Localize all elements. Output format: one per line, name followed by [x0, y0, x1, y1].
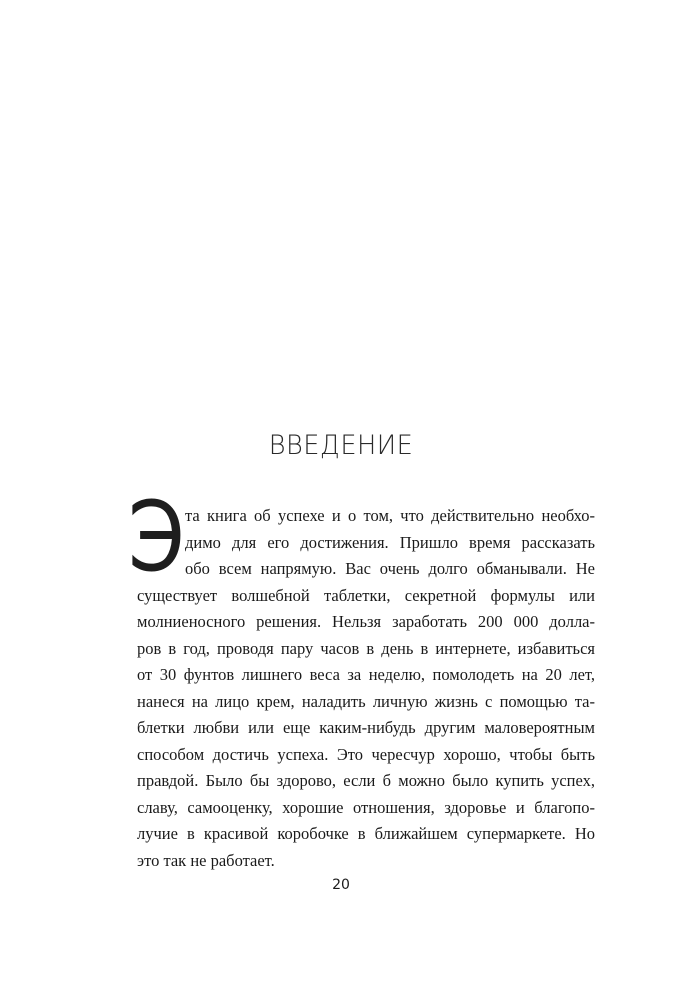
text-line: блетки любви или еще каким-нибудь другим маловероятным: [137, 718, 595, 737]
text-line: ров в год, проводя пару часов в день в интернете, избавиться: [137, 638, 595, 658]
text-line: молниеносного решения. Нельзя заработать 200 000 долла-: [137, 612, 595, 631]
chapter-title: ВВЕДЕНИЕ: [268, 430, 414, 462]
text-line: димо для его достижения. Пришло время рассказать: [185, 532, 595, 552]
text-line: лучие в красивой коробочке в ближайшем супермаркете. Но: [137, 824, 595, 843]
text-line: правдой. Было бы здорово, если б можно было купить успех,: [137, 771, 595, 790]
text-line: та книга об успехе и о том, что действительно необхо-: [185, 506, 595, 525]
text-line: от 30 фунтов лишнего веса за неделю, помолодеть на 20 лет,: [137, 665, 595, 684]
text-line: славу, самооценку, хорошие отношения, здоровье и благопо-: [137, 797, 595, 817]
text-line: обо всем напрямую. Вас очень долго обманывали. Не: [185, 559, 595, 578]
text-line: нанеся на лицо крем, наладить личную жизнь с помощью та-: [137, 691, 595, 711]
text-line: это так не работает.: [137, 850, 275, 870]
text-line: существует волшебной таблетки, секретной формулы или: [137, 585, 595, 605]
body-text: [137, 503, 595, 874]
drop-cap-letter: Э: [128, 481, 185, 593]
page-number: 20: [332, 877, 350, 893]
text-line: способом достичь успеха. Это чересчур хорошо, чтобы быть: [137, 744, 595, 764]
